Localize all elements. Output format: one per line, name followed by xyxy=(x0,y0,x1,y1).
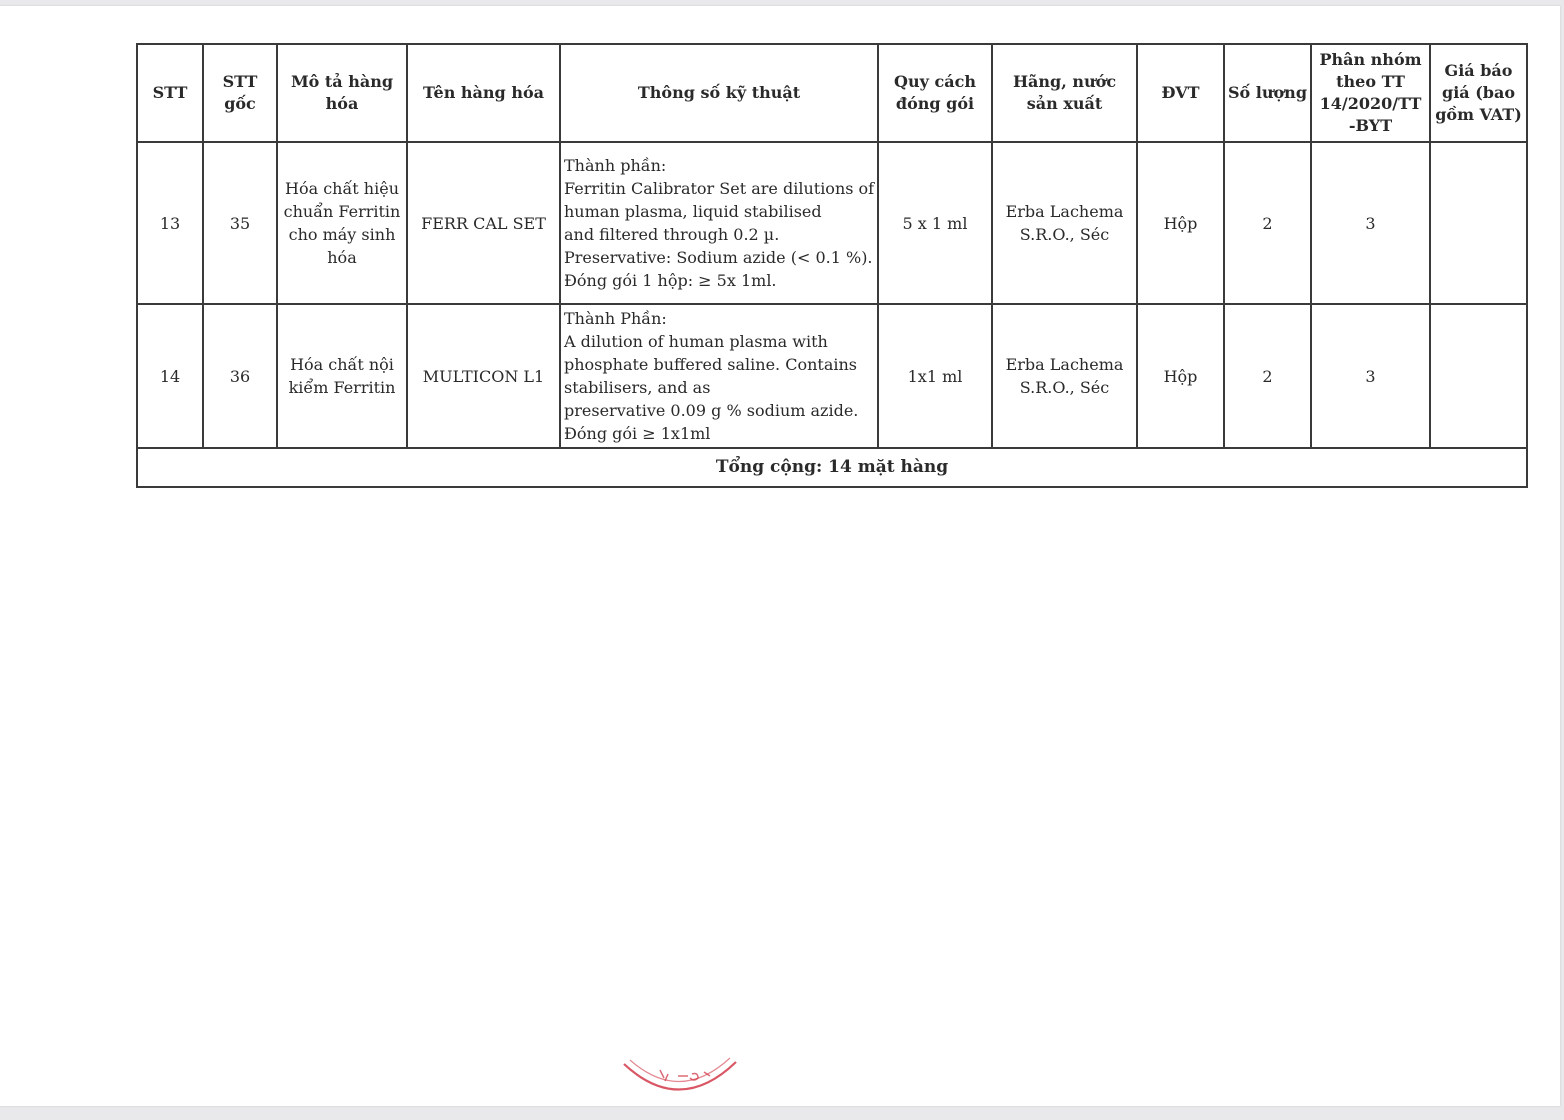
cell-quy-cach: 1x1 ml xyxy=(878,304,992,448)
header-quy-cach: Quy cách đóng gói xyxy=(878,44,992,142)
cell-gia xyxy=(1430,304,1527,448)
header-so-luong: Số lượng xyxy=(1224,44,1311,142)
total-row xyxy=(137,448,1527,487)
cell-thong-so xyxy=(560,304,878,448)
red-stamp-icon xyxy=(618,1046,742,1096)
spec-line: Thành phần: xyxy=(564,156,667,175)
cell-mo-ta: Hóa chất nội kiểm Ferritin xyxy=(277,304,407,448)
table-row xyxy=(137,304,1527,448)
cell-stt-goc: 36 xyxy=(203,304,277,448)
cell-stt: 14 xyxy=(137,304,203,448)
header-ten-hang-hoa: Tên hàng hóa xyxy=(407,44,560,142)
spec-line: Đóng gói 1 hộp: ≥ 5x 1ml. xyxy=(564,271,777,290)
header-row xyxy=(137,44,1527,142)
cell-so-luong: 2 xyxy=(1224,142,1311,304)
cell-so-luong: 2 xyxy=(1224,304,1311,448)
header-hang-san-xuat: Hãng, nước sản xuất xyxy=(992,44,1137,142)
spec-line: Ferritin Calibrator Set are dilutions of xyxy=(564,179,875,198)
total-label: Tổng cộng: 14 mặt hàng xyxy=(137,448,1527,487)
spec-line: preservative 0.09 g % sodium azide. xyxy=(564,401,859,420)
document-page xyxy=(0,6,1560,1106)
spec-line: stabilisers, and as xyxy=(564,378,711,397)
cell-ten-hang-hoa: FERR CAL SET xyxy=(407,142,560,304)
spec-line: Thành Phần: xyxy=(564,309,667,328)
spec-line: A dilution of human plasma with xyxy=(564,332,828,351)
cell-stt: 13 xyxy=(137,142,203,304)
header-stt-goc: STT gốc xyxy=(203,44,277,142)
spec-line: human plasma, liquid stabilised xyxy=(564,202,822,221)
cell-hang-san-xuat: Erba Lachema S.R.O., Séc xyxy=(992,304,1137,448)
spec-line: phosphate buffered saline. Contains xyxy=(564,355,857,374)
cell-ten-hang-hoa: MULTICON L1 xyxy=(407,304,560,448)
header-mo-ta: Mô tả hàng hóa xyxy=(277,44,407,142)
header-thong-so: Thông số kỹ thuật xyxy=(560,44,878,142)
header-dvt: ĐVT xyxy=(1137,44,1224,142)
cell-thong-so xyxy=(560,142,878,304)
spec-line: and filtered through 0.2 µ. xyxy=(564,225,780,244)
header-phan-nhom: Phân nhóm theo TT 14/2020/TT -BYT xyxy=(1311,44,1430,142)
cell-gia xyxy=(1430,142,1527,304)
table-row xyxy=(137,142,1527,304)
cell-phan-nhom: 3 xyxy=(1311,304,1430,448)
cell-hang-san-xuat: Erba Lachema S.R.O., Séc xyxy=(992,142,1137,304)
cell-dvt: Hộp xyxy=(1137,304,1224,448)
spec-line: Đóng gói ≥ 1x1ml xyxy=(564,424,711,443)
cell-mo-ta: Hóa chất hiệu chuẩn Ferritin cho máy sinh hóa xyxy=(277,142,407,304)
cell-phan-nhom: 3 xyxy=(1311,142,1430,304)
spec-line: Preservative: Sodium azide (< 0.1 %). xyxy=(564,248,873,267)
cell-dvt: Hộp xyxy=(1137,142,1224,304)
cell-quy-cach: 5 x 1 ml xyxy=(878,142,992,304)
goods-table xyxy=(136,43,1528,488)
header-stt: STT xyxy=(137,44,203,142)
cell-stt-goc: 35 xyxy=(203,142,277,304)
header-gia: Giá báo giá (bao gồm VAT) xyxy=(1430,44,1527,142)
